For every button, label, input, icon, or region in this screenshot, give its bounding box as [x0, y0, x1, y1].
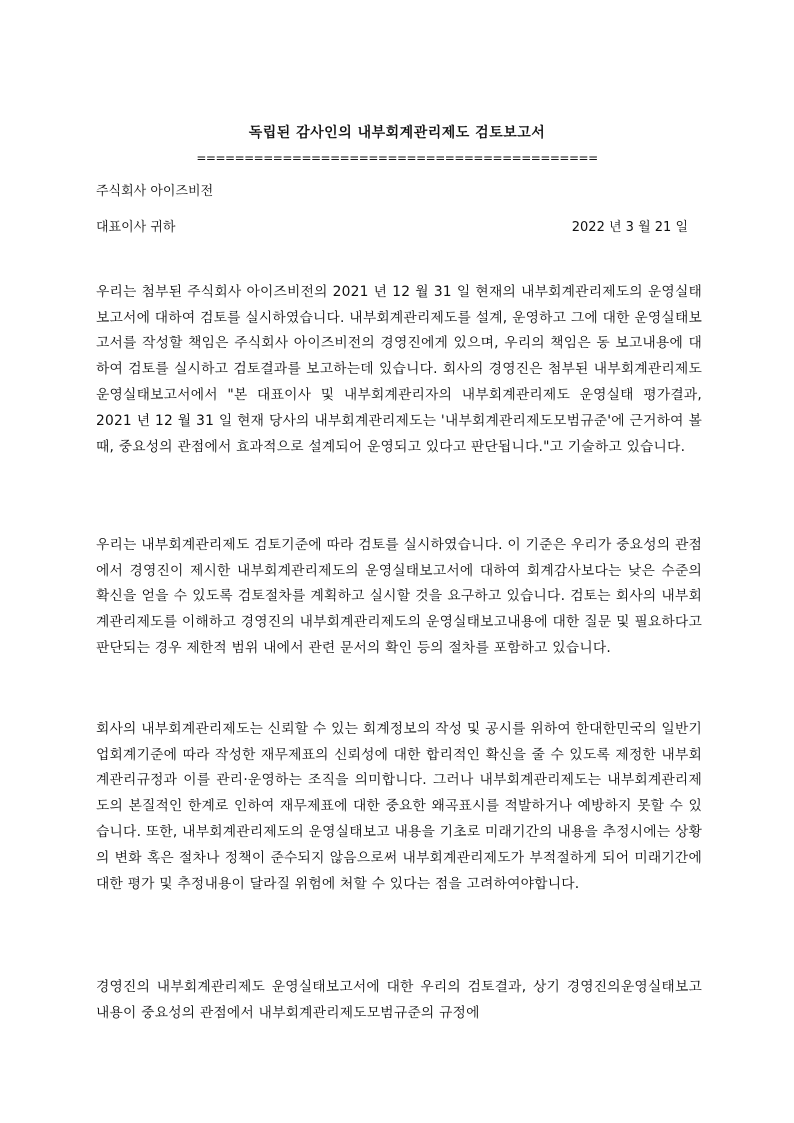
paragraph-2: 우리는 내부회계관리제도 검토기준에 따라 검토를 실시하였습니다. 이 기준은 우리가 중요성의 관점에서 경영진이 제시한 내부회계관리제도의 운영실태보고서에 대하여 회계감사보다는 낮은 수준의 확신을 얻을 수 있도록 검토절차를 계획하고 실시할 것을 요구하고 있습니다. 검토는 회사의 내부회계관리제도를 이해하고 경영진의 내부회계관리제도의 운영실태보고내용에 대한 질문 및 필요하다고 판단되는 경우 제한적 범위 내에서 관련 문서의 확인 등의 절차를 포함하고 있습니다. [96, 536, 702, 656]
paragraph-3: 회사의 내부회계관리제도는 신뢰할 수 있는 회계정보의 작성 및 공시를 위하여 한대한민국의 일반기업회계기준에 따라 작성한 재무제표의 신뢰성에 대한 합리적인 확신을 줄 수 있도록 제정한 내부회계관리규정과 이를 관리·운영하는 조직을 의미합니다. 그러나 내부회계관리제도는 내부회계관리제도의 본질적인 한계로 인하여 재무제표에 대한 중요한 왜곡표시를 적발하거나 예방하지 못할 수 있습니다. 또한, 내부회계관리제도의 운영실태보고 내용을 기초로 미래기간의 내용을 추정시에는 상황의 변화 혹은 절차나 정책이 준수되지 않음으로써 내부회계관리제도가 부적절하게 되어 미래기간에 대한 평가 및 추정내용이 달라질 위험에 처할 수 있다는 점을 고려하여야합니다. [96, 720, 702, 892]
title-underline: ========================================== [196, 151, 598, 165]
paragraph-1: 우리는 첨부된 주식회사 아이즈비전의 2021 년 12 월 31 일 현재의 내부회계관리제도의 운영실태보고서에 대하여 검토를 실시하였습니다. 내부회계관리제도를 설계, 운영하고 그에 대한 운영실태보고서를 작성할 책임은 주식회사 아이즈비전의 경영진에게 있으며, 우리의 책임은 동 보고내용에 대하여 검토를 실시하고 검토결과를 보고하는데 있습니다. 회사의 경영진은 첨부된 내부회계관리제도 운영실태보고서에서 "본 대표이사 및 내부회계관리자의 내부회계관리제도 운영실태 평가결과, 2021 년 12 월 31 일 현재 당사의 내부회계관리제도는 '내부회계관리제도모범규준'에 근거하여 볼 때, 중요성의 관점에서 효과적으로 설계되어 운영되고 있다고 판단됩니다."고 기술하고 있습니다. [96, 283, 702, 455]
recipient-line: 대표이사 귀하 [96, 220, 176, 235]
report-title: 독립된 감사인의 내부회계관리제도 검토보고서 [248, 125, 546, 141]
report-date: 2022 년 3 월 21 일 [571, 220, 688, 235]
paragraph-4: 경영진의 내부회계관리제도 운영실태보고서에 대한 우리의 검토결과, 상기 경영진의운영실태보고 내용이 중요성의 관점에서 내부회계관리제도모범규준의 규정에 [96, 978, 702, 1021]
company-addressee: 주식회사 아이즈비전 [96, 184, 214, 199]
